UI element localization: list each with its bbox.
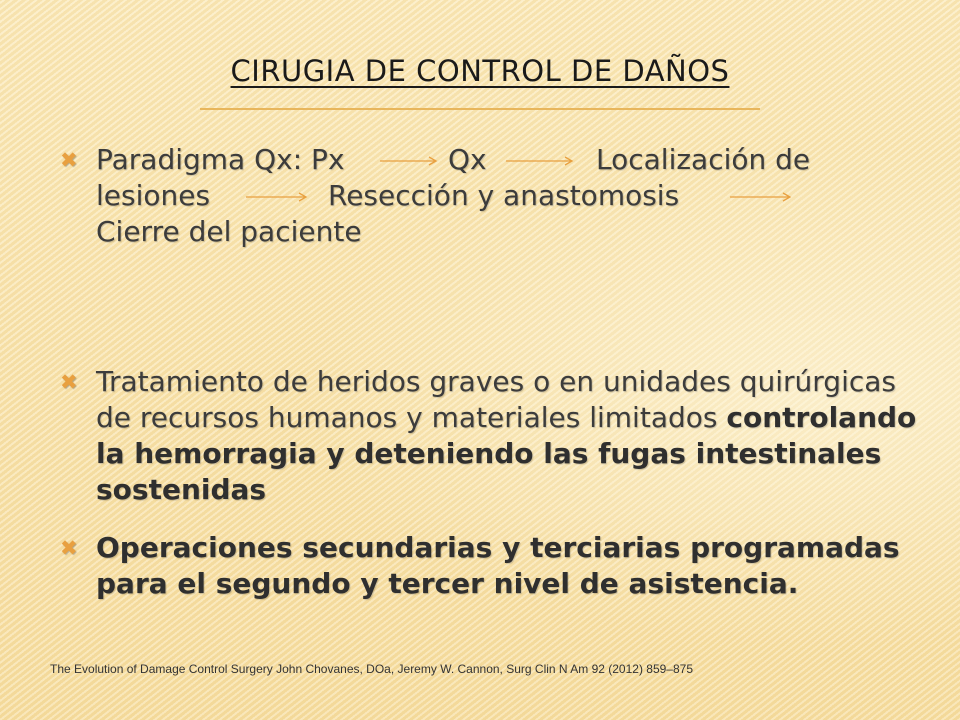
citation-reference: The Evolution of Damage Control Surgery John Chovanes, DOa, Jeremy W. Cannon, Surg Clin N Am 92 (2012) 859–875 [50, 662, 694, 676]
tratamiento-bold-text: controlando la hemorragia y deteniendo las fugas intestinales sostenidas [96, 401, 917, 506]
right-arrow-icon [380, 155, 438, 167]
bullet-item-paradigma [60, 142, 920, 250]
bullet-item-operaciones [60, 530, 920, 602]
x-bullet-icon: ✖ [60, 148, 78, 172]
right-arrow-icon [506, 155, 574, 167]
paradigm-text-qx: Qx [448, 143, 487, 176]
right-arrow-icon [246, 191, 308, 203]
paradigm-text-px: Paradigma Qx: Px [96, 143, 345, 176]
paradigm-text-cierre: Cierre del paciente [96, 215, 362, 248]
paradigm-line-2 [96, 178, 920, 214]
paradigm-text-localizacion: Localización de [596, 143, 811, 176]
title-underline-rule [200, 108, 760, 110]
bullet-text [96, 142, 920, 250]
operaciones-bold-text: Operaciones secundarias y terciarias programadas para el segundo y tercer nivel de asistencia. [96, 531, 900, 600]
bullet-item-tratamiento [60, 364, 920, 508]
bullet-text [96, 364, 920, 508]
paradigm-text-lesiones: lesiones [96, 179, 211, 212]
slide-title: CIRUGIA DE CONTROL DE DAÑOS [230, 54, 730, 88]
x-bullet-icon: ✖ [60, 536, 78, 560]
right-arrow-icon [730, 191, 792, 203]
x-bullet-icon: ✖ [60, 370, 78, 394]
paradigm-line-3 [96, 214, 920, 250]
tratamiento-text: Tratamiento de heridos graves o en unidades quirúrgicas de recursos humanos y materiales limitados [96, 365, 896, 434]
paradigm-line-1 [96, 142, 920, 178]
paradigm-text-reseccion: Resección y anastomosis [328, 179, 680, 212]
